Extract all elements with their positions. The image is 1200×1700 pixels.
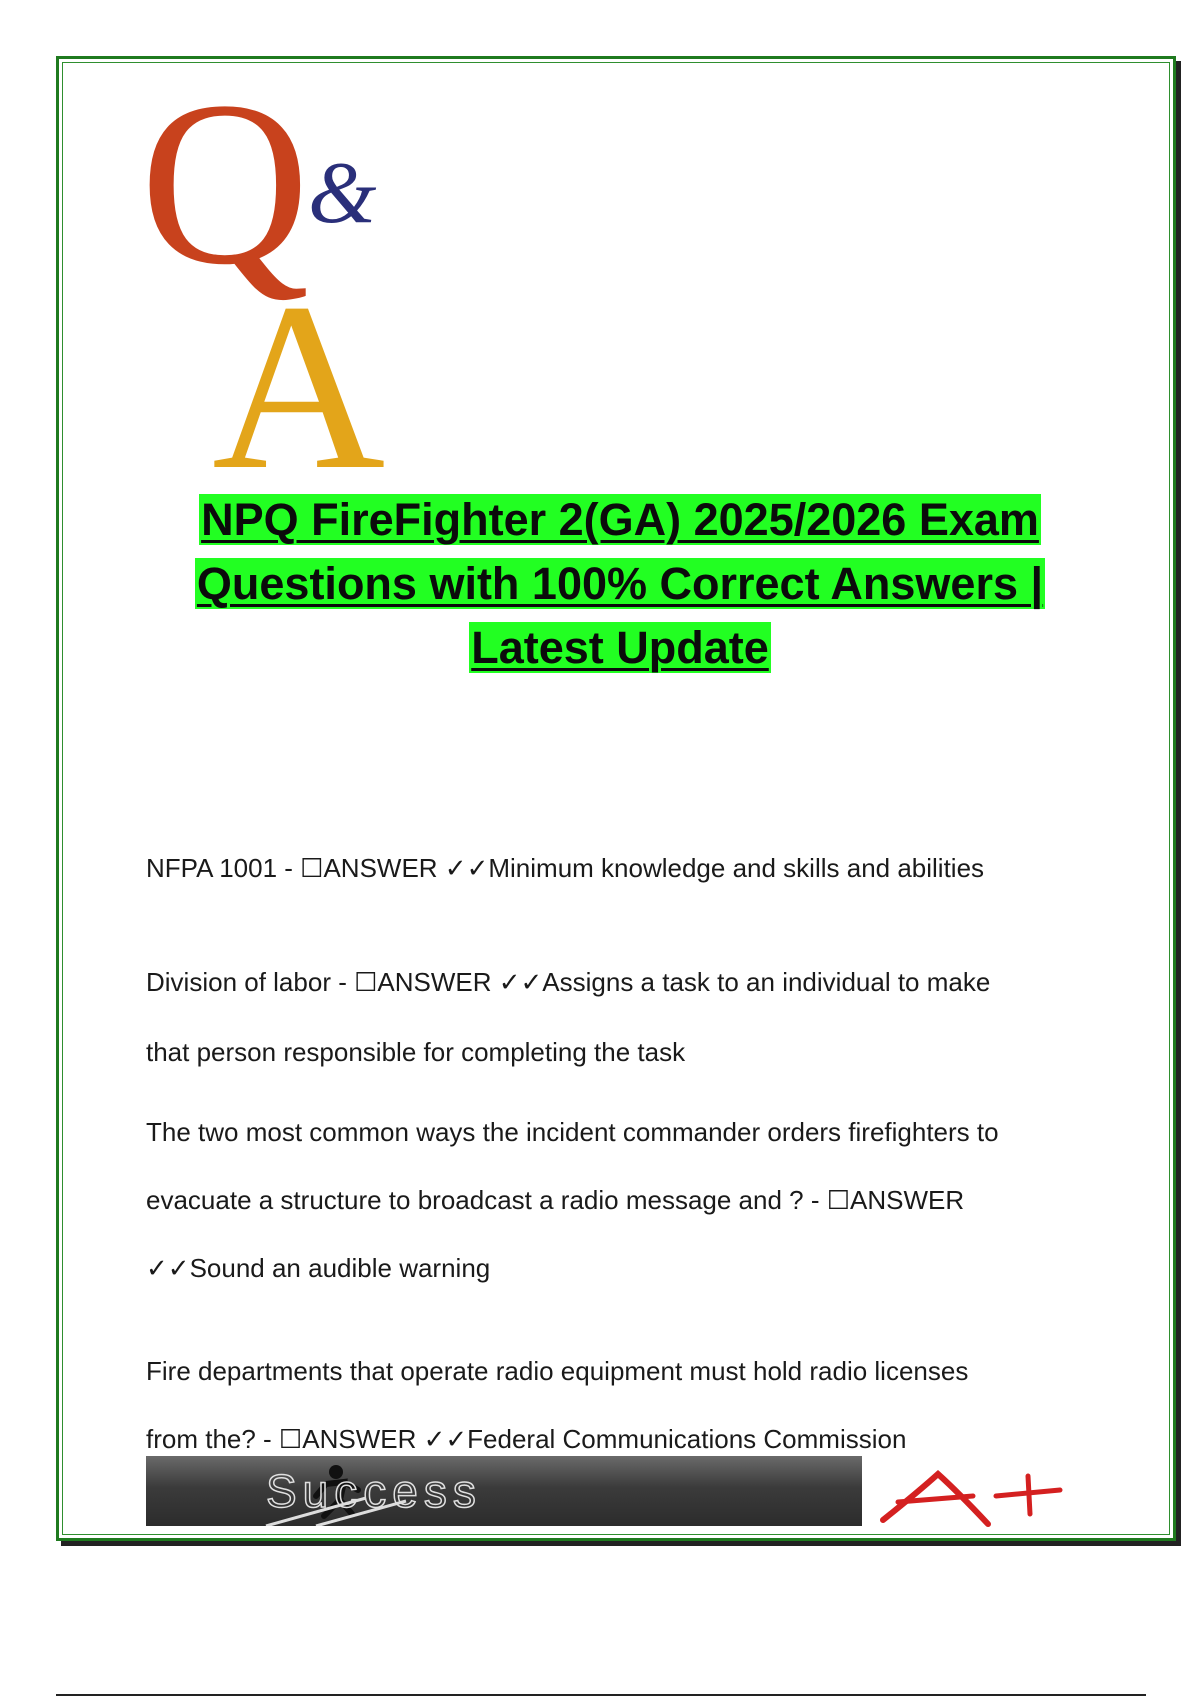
qa-text-line: Division of labor - ☐ANSWER ✓✓Assigns a task to an individual to make: [146, 967, 991, 997]
qa-text-line: from the? - ☐ANSWER ✓✓Federal Communications Commission: [146, 1424, 907, 1454]
qa-item: [146, 1337, 968, 1473]
a-plus-grade-icon: [878, 1462, 1068, 1532]
qa-text-line: ✓✓Sound an audible warning: [146, 1253, 491, 1283]
qa-text: NFPA 1001 - ☐ANSWER ✓✓Minimum knowledge and skills and abilities: [146, 853, 985, 883]
qa-text-line: Fire departments that operate radio equipment must hold radio licenses: [146, 1356, 969, 1386]
success-banner: [146, 1456, 862, 1526]
footer-rule: [56, 1694, 1146, 1696]
qa-item: [146, 853, 984, 884]
qa-text-line: The two most common ways the incident commander orders firefighters to: [146, 1117, 999, 1147]
title-line-1: NPQ FireFighter 2(GA) 2025/2026 Exam: [201, 494, 1039, 545]
title-line-3: Latest Update: [471, 622, 769, 673]
svg-text:&: &: [308, 145, 377, 242]
qa-text-line: that person responsible for completing the task: [146, 1037, 686, 1067]
qa-item: [146, 947, 990, 1087]
qa-logo-icon: [140, 72, 440, 482]
qa-item: [146, 1098, 999, 1302]
banner-text: Success: [266, 1465, 482, 1517]
banner-track-lines: [146, 1456, 862, 1526]
svg-text:Q: Q: [140, 72, 310, 313]
qa-text-line: evacuate a structure to broadcast a radio message and ? - ☐ANSWER: [146, 1185, 965, 1215]
document-title: [140, 488, 1100, 680]
svg-text:A: A: [212, 253, 386, 482]
title-line-2: Questions with 100% Correct Answers |: [196, 558, 1044, 609]
